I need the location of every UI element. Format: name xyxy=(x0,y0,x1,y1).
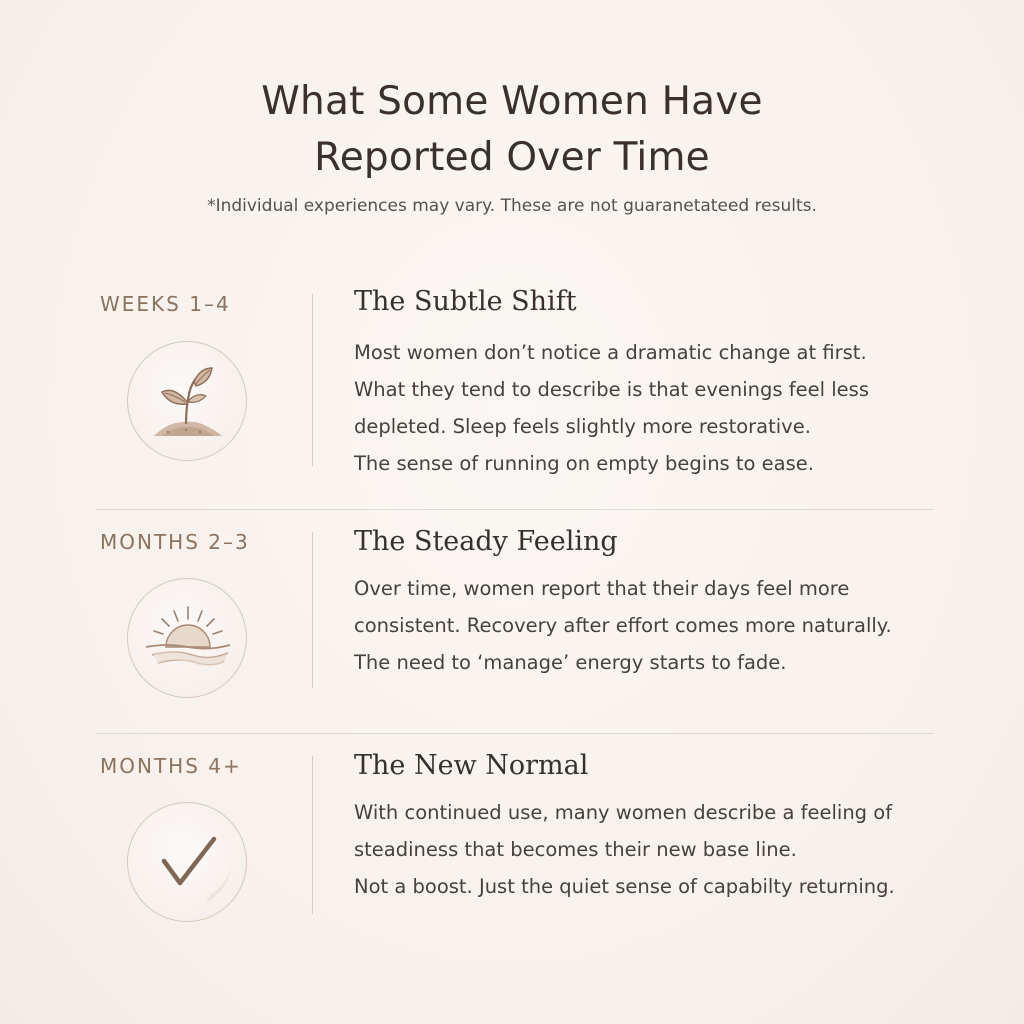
body-line: The need to ‘manage’ energy starts to fade. xyxy=(354,651,787,674)
section-heading: The Steady Feeling xyxy=(354,526,618,557)
checkmark-icon xyxy=(127,802,247,922)
section-body xyxy=(354,794,954,905)
sunrise-icon xyxy=(127,578,247,698)
title-line-2: Reported Over Time xyxy=(314,135,710,180)
divider-vertical xyxy=(312,294,313,466)
body-line: The sense of running on empty begins to ease. xyxy=(354,452,814,475)
section-body xyxy=(354,334,954,482)
period-label: WEEKS 1–4 xyxy=(100,292,231,316)
period-label: MONTHS 4+ xyxy=(100,754,242,778)
body-line: steadiness that becomes their new base line. xyxy=(354,838,797,861)
body-line: consistent. Recovery after effort comes more naturally. xyxy=(354,614,892,637)
body-line: With continued use, many women describe a feeling of xyxy=(354,801,893,824)
body-line: What they tend to describe is that evenings feel less xyxy=(354,378,869,401)
section-heading: The New Normal xyxy=(354,750,589,781)
body-line: Not a boost. Just the quiet sense of capabilty returning. xyxy=(354,875,895,898)
page-title xyxy=(0,74,1024,186)
body-line: Over time, women report that their days feel more xyxy=(354,577,850,600)
divider-horizontal xyxy=(96,733,934,734)
title-line-1: What Some Women Have xyxy=(261,79,763,124)
section-body xyxy=(354,570,954,681)
body-line: depleted. Sleep feels slightly more restorative. xyxy=(354,415,811,438)
disclaimer: *Individual experiences may vary. These are not guaranetateed results. xyxy=(207,196,817,216)
section-heading: The Subtle Shift xyxy=(354,286,577,317)
body-line: Most women don’t notice a dramatic change at first. xyxy=(354,341,867,364)
sprout-icon xyxy=(127,341,247,461)
divider-vertical xyxy=(312,532,313,688)
period-label: MONTHS 2–3 xyxy=(100,530,250,554)
divider-horizontal xyxy=(96,509,934,510)
divider-vertical xyxy=(312,756,313,914)
